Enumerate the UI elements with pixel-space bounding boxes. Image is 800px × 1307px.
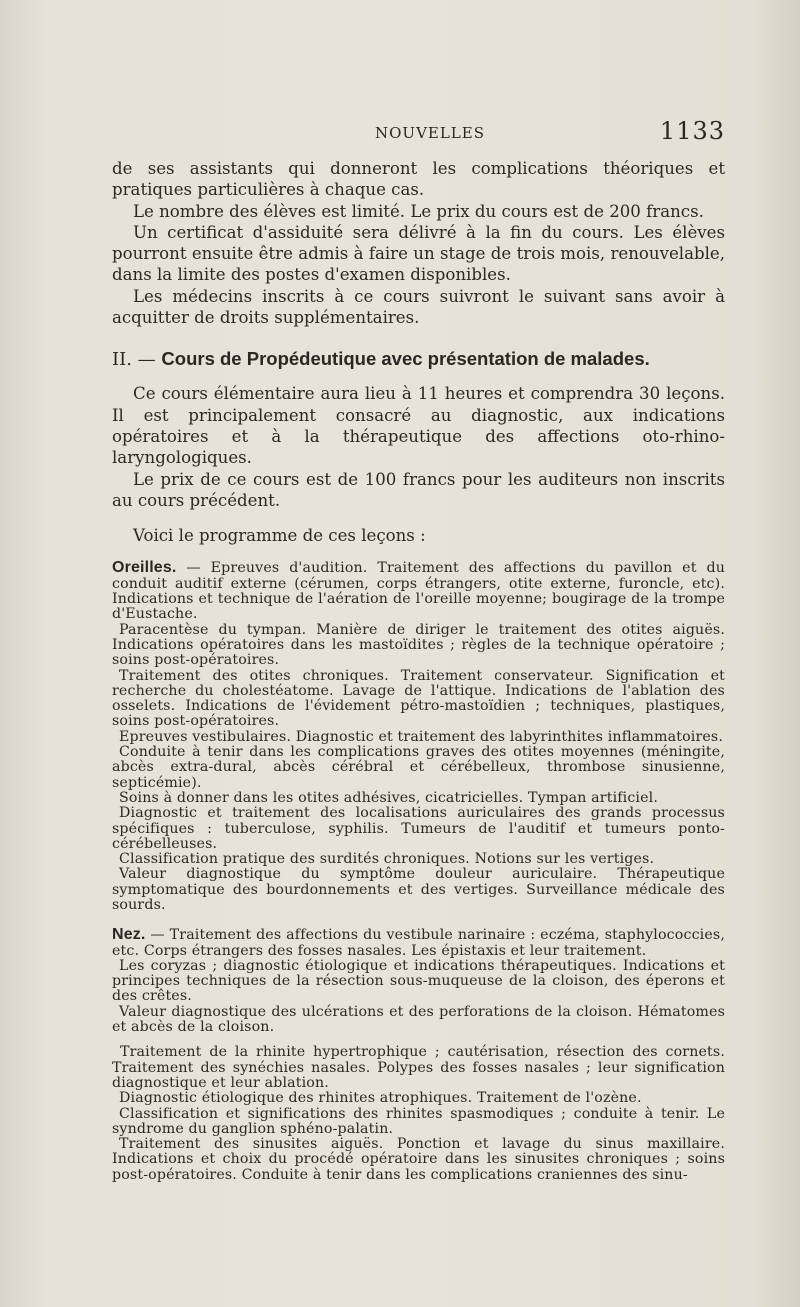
- nez-item-7: Traitement des sinusites aiguës. Ponction et lavage du sinus maxillaire. Indications et choix du procédé opératoire dans les sinusites chroniques ; soins post-opératoires. Conduite à tenir dans les complications craniennes des sinu-: [112, 1136, 725, 1183]
- section-heading: [112, 348, 725, 371]
- oreilles-item-5: Conduite à tenir dans les complications graves des otites moyennes (méningite, abcès extra-dural, abcès cérébral et cérébelleux, thrombose sinusienne, septicémie).: [112, 744, 725, 791]
- oreilles-item-1: — Epreuves d'audition. Traitement des affections du pavillon et du conduit auditif externe (cérumen, corps étrangers, otite externe, furoncle, etc). Indications et technique de l'aération de l'oreille moyenne; bougirage de la trompe d'Eustache.: [112, 560, 725, 623]
- nez-item-5: Diagnostic étiologique des rhinites atrophiques. Traitement de l'ozène.: [119, 1090, 642, 1107]
- nez-item-1: — Traitement des affections du vestibule narinaire : eczéma, staphylococcies, etc. Corps étrangers des fosses nasales. Les épistaxis et leur traitement.: [112, 927, 725, 959]
- oreilles-item-9: Valeur diagnostique du symptôme douleur auriculaire. Thérapeutique symptomatique des bourdonnements et des vertiges. Surveillance médicale des sourds.: [112, 866, 725, 913]
- spacer: [112, 913, 725, 927]
- nez-item-3: Valeur diagnostique des ulcérations et des perforations de la cloison. Hématomes et abcès de la cloison.: [112, 1003, 725, 1036]
- intro-paragraph-3: Un certificat d'assiduité sera délivré à la fin du cours. Les élèves pourront ensuite être admis à faire un stage de trois mois, renouvelable, dans la limite des postes d'examen disponibles.: [112, 222, 725, 285]
- oreilles-item-8: Classification pratique des surdités chroniques. Notions sur les vertiges.: [119, 851, 655, 868]
- page-body: [112, 158, 725, 1183]
- list-item: [112, 560, 725, 622]
- program-intro: Voici le programme de ces leçons :: [133, 526, 426, 546]
- oreilles-item-4: Epreuves vestibulaires. Diagnostic et traitement des labyrinthites inflammatoires.: [119, 728, 724, 745]
- oreilles-item-2: Paracentèse du tympan. Manière de diriger le traitement des otites aiguës. Indications opératoires dans les mastoïdites ; règles de la technique opératoire ; soins post-opératoires.: [112, 621, 725, 669]
- section-title: Cours de Propédeutique avec présentation de malades.: [161, 348, 650, 370]
- oreilles-section: [112, 560, 725, 913]
- intro-paragraph-4: Les médecins inscrits à ce cours suivront le suivant sans avoir à acquitter de droits supplémentaires.: [112, 286, 725, 328]
- oreilles-label: Oreilles.: [112, 559, 177, 577]
- intro-paragraph-1: de ses assistants qui donneront les complications théoriques et pratiques particulières à chaque cas.: [112, 159, 725, 200]
- oreilles-item-3: Traitement des otites chroniques. Traitement conservateur. Signification et recherche du cholestéatome. Lavage de l'attique. Indications de l'ablation des osselets. Indications de l'évidement pétro-mastoïdien ; techniques, plastiques, soins post-opératoires.: [112, 667, 725, 730]
- section-paragraph-2: Le prix de ce cours est de 100 francs pour les auditeurs non inscrits au cours précédent.: [112, 469, 725, 510]
- list-item: [112, 927, 725, 959]
- nez-item-6: Classification et significations des rhinites spasmodiques ; conduite à tenir. Le syndrome du ganglion sphéno-palatin.: [112, 1105, 725, 1137]
- nez-label: Nez.: [112, 926, 146, 944]
- nez-section: [112, 927, 725, 1183]
- section-number: II. —: [112, 349, 156, 371]
- oreilles-item-7: Diagnostic et traitement des localisations auriculaires des grands processus spécifiques : tuberculose, syphilis. Tumeurs de l'auditif et tumeurs ponto-cérébelleuses.: [112, 805, 725, 852]
- spacer: [112, 546, 725, 560]
- page-header: [110, 117, 723, 147]
- spacer: [112, 511, 725, 525]
- section-paragraph-1: Ce cours élémentaire aura lieu à 11 heures et comprendra 30 leçons. Il est principalement consacré au diagnostic, aux indications opératoires et à la thérapeutique des affections oto-rhino-laryngologiques.: [112, 384, 725, 468]
- nez-item-4: Traitement de la rhinite hypertrophique ; cautérisation, résection des cornets. Traitement des synéchies nasales. Polypes des fosses nasales ; leur signification diagnostique et leur ablation.: [112, 1044, 725, 1091]
- running-title: NOUVELLES: [375, 124, 485, 142]
- intro-paragraph-2: Le nombre des élèves est limité. Le prix du cours est de 200 francs.: [133, 201, 704, 221]
- oreilles-item-6: Soins à donner dans les otites adhésives, cicatricielles. Tympan artificiel.: [119, 789, 659, 806]
- nez-item-2: Les coryzas ; diagnostic étiologique et indications thérapeutiques. Indications et principes techniques de la résection sous-muqueuse de la cloison, des éperons et des crêtes.: [112, 957, 725, 1005]
- page-number: 1133: [659, 117, 725, 145]
